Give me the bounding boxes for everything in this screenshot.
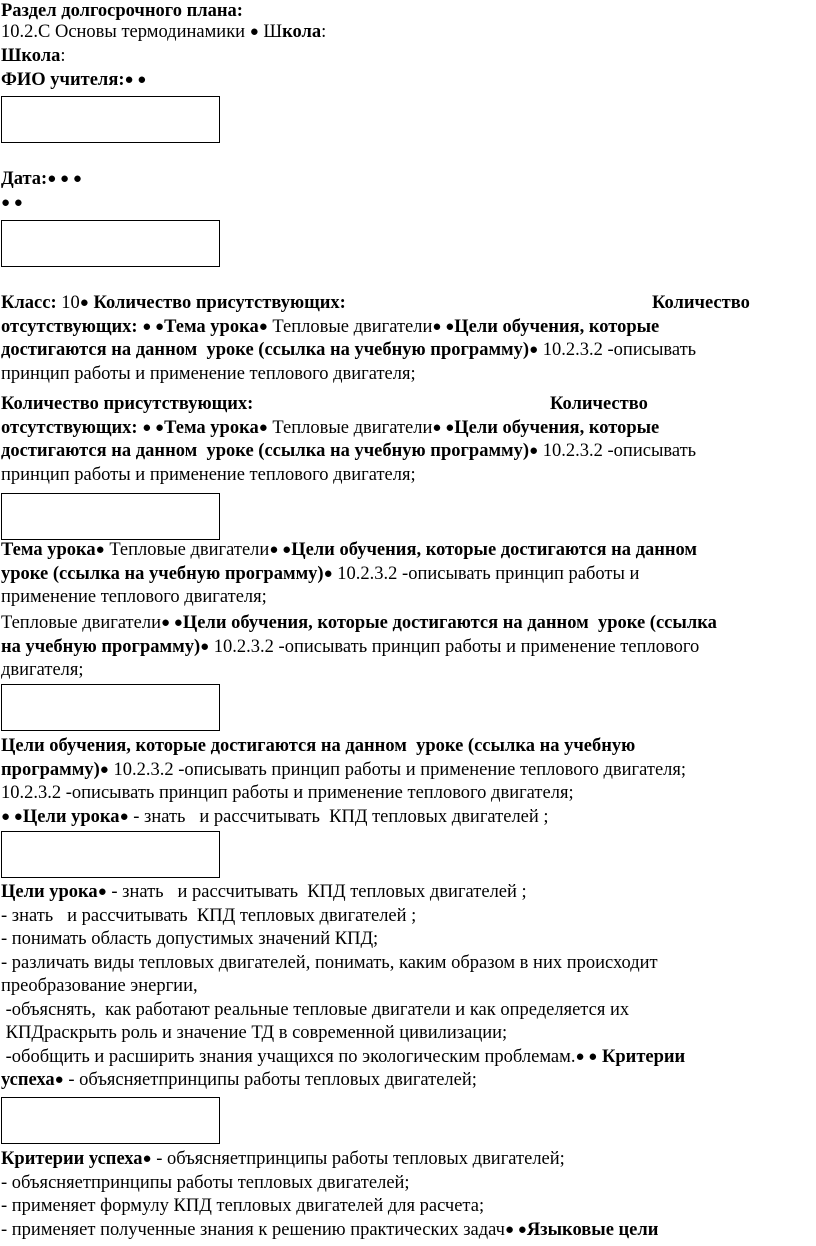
bullet-icon: ● — [249, 24, 259, 40]
topic-label: Тема урока — [164, 316, 259, 337]
date-label: Дата: — [1, 169, 48, 189]
date-line — [1, 168, 82, 192]
topic-value: Тепловые двигатели — [109, 540, 270, 560]
goals-value-a: 10.2.3.2 -описывать принцип работы и применение теплового двигателя; — [113, 759, 687, 780]
bullet-icon: ● — [200, 638, 210, 655]
goals-value-a: 10.2.3.2 -описывать — [542, 340, 697, 360]
teacher-line — [1, 69, 146, 93]
goals-label-a: Цели обучения, которые достигаются на данном уроке (ссылка на учебную — [1, 736, 636, 756]
goals-label-b: достигаются на данном уроке (ссылка на учебную программу) — [1, 441, 530, 461]
goals-label-b: программу) — [1, 759, 100, 780]
bullet-icon: ● ● — [124, 72, 147, 88]
bullet-icon: ● — [79, 295, 89, 311]
list-item-last: -обобщить и расширить знания учащихся по экологическим проблемам. — [1, 1046, 576, 1067]
topic-input-box[interactable] — [1, 684, 220, 731]
bullet-icon: ● ● — [504, 1221, 527, 1238]
bullet-icon: ● — [95, 542, 105, 558]
bullet-icon: ● — [529, 342, 539, 358]
class-block — [1, 292, 813, 386]
list-item: - объясняетпринципы работы тепловых двигателей; — [1, 1172, 410, 1193]
topic-block — [1, 539, 813, 610]
bullet-icon: ● ● — [269, 542, 292, 558]
criteria-label: Критерии успеха — [1, 1149, 143, 1169]
bullet-icon: ● ● — [575, 1048, 598, 1065]
list-item: преобразование энергии, — [1, 976, 198, 996]
section-label: Раздел долгосрочного плана: — [1, 1, 243, 21]
section-label-line — [1, 0, 243, 24]
bullet-icon: ● — [97, 884, 107, 900]
absent-label-a: Количество — [652, 293, 750, 313]
goals-label-b: на учебную программу) — [1, 636, 201, 657]
topic-value: Тепловые двигатели — [272, 316, 433, 337]
section-value: 10.2.С Основы термодинамики — [1, 22, 246, 42]
list-item: - знать и рассчитывать КПД тепловых двигателей ; — [1, 905, 417, 926]
goals-label-b: уроке (ссылка на учебную программу) — [1, 563, 324, 584]
bullet-icon: ● ● — [142, 318, 165, 335]
bullet-icon: ● — [119, 808, 129, 825]
goals-value-b: принцип работы и применение теплового двигателя; — [1, 363, 416, 384]
goals-value-a: 10.2.3.2 -описывать принцип работы и применение теплового — [213, 636, 700, 657]
bullet-icon: ● — [142, 1151, 152, 1167]
lesson-goals-value: - знать и рассчитывать КПД тепловых двигателей ; — [133, 806, 549, 827]
lesson-goals-block — [1, 881, 813, 1093]
bullet-icon: ● — [258, 318, 268, 335]
teacher-label: ФИО учителя: — [1, 70, 125, 90]
criteria-label-a: Критерии — [601, 1046, 686, 1067]
criteria-label-b: успеха — [1, 1070, 55, 1090]
topic-value: Тепловые двигатели — [1, 613, 161, 633]
goals-input-box[interactable] — [1, 831, 220, 878]
bullet-icon: ● ● — [142, 419, 165, 436]
list-item: -объяснять, как работают реальные тепловые двигатели и как определяется их — [1, 999, 630, 1020]
school-line: Школа: — [1, 46, 66, 66]
bullet-icon: ● ● — [432, 318, 455, 335]
lesson-goals-input-box[interactable] — [1, 1097, 220, 1144]
absent-label-a: Количество — [550, 394, 648, 414]
goals-value-b: 10.2.3.2 -описывать принцип работы и применение теплового двигателя; — [1, 783, 574, 803]
class-label: Класс: — [1, 293, 57, 313]
goals-block — [1, 735, 813, 829]
criteria-value: - объясняетпринципы работы тепловых двигателей; — [156, 1149, 565, 1169]
lesson-goals-label: Цели урока — [22, 806, 120, 827]
date-bullets — [1, 192, 23, 216]
bullet-icon: ● — [323, 565, 333, 582]
criteria-block — [1, 1148, 813, 1242]
bullet-icon: ● ● ● — [47, 171, 82, 187]
date-input-box[interactable] — [1, 220, 220, 267]
bullet-icon: ● ● — [432, 419, 455, 436]
goals-label-a: Цели обучения, которые — [454, 417, 660, 438]
lesson-goals-label: Цели урока — [1, 882, 98, 902]
present-label: Количество присутствующих: — [1, 394, 254, 414]
criteria-value: - объясняетпринципы работы тепловых двигателей; — [68, 1070, 477, 1090]
list-item: - понимать область допустимых значений КПД; — [1, 929, 379, 949]
bullet-icon: ● — [529, 443, 539, 459]
list-item-last: - применяет полученные знания к решению практических задач — [1, 1219, 505, 1240]
language-goals-label: Языковые цели — [526, 1219, 659, 1240]
section-value-line: 10.2.С Основы термодинамики ● Школа: — [1, 22, 327, 42]
goals-value-b: применение теплового двигателя; — [1, 587, 267, 607]
list-item: КПДраскрыть роль и значение ТД в современной цивилизации; — [1, 1023, 508, 1043]
school-label-inline: кола — [282, 22, 322, 42]
goals-label-a: Цели обучения, которые достигаются на данном уроке (ссылка — [182, 613, 717, 633]
absent-label-b: отсутствующих: — [1, 316, 138, 337]
topic-label: Тема урока — [1, 540, 96, 560]
goals-value-b: принцип работы и применение теплового двигателя; — [1, 464, 416, 485]
class-value: 10 — [61, 293, 80, 313]
present-block — [1, 393, 813, 487]
goals-value-a: 10.2.3.2 -описывать — [542, 441, 697, 461]
bullet-icon: ● — [99, 761, 109, 778]
bullet-icon: ● ● — [1, 195, 23, 211]
present-label: Количество присутствующих: — [93, 293, 346, 313]
lesson-goals-value: - знать и рассчитывать КПД тепловых двигателей ; — [111, 882, 527, 902]
bullet-icon: ● — [54, 1072, 64, 1088]
goals-label-b: достигаются на данном уроке (ссылка на учебную программу) — [1, 340, 530, 360]
topic-value-block — [1, 612, 813, 683]
list-item: - различать виды тепловых двигателей, понимать, каким образом в них происходит — [1, 952, 658, 973]
teacher-input-box[interactable] — [1, 96, 220, 143]
bullet-icon: ● — [258, 419, 268, 436]
bullet-icon: ● ● — [161, 615, 183, 631]
topic-label: Тема урока — [164, 417, 259, 438]
goals-label-a: Цели обучения, которые — [454, 316, 660, 337]
goals-value-b: двигателя; — [1, 660, 84, 680]
list-item: - применяет формулу КПД тепловых двигателей для расчета; — [1, 1196, 485, 1216]
absent-label-b: отсутствующих: — [1, 417, 138, 438]
school-label: Школа — [1, 46, 61, 66]
goals-label-a: Цели обучения, которые достигаются на данном — [291, 540, 698, 560]
present-input-box[interactable] — [1, 493, 220, 540]
topic-value: Тепловые двигатели — [272, 417, 433, 438]
bullet-icon: ● ● — [1, 808, 23, 825]
goals-value-a: 10.2.3.2 -описывать принцип работы и — [337, 563, 640, 584]
